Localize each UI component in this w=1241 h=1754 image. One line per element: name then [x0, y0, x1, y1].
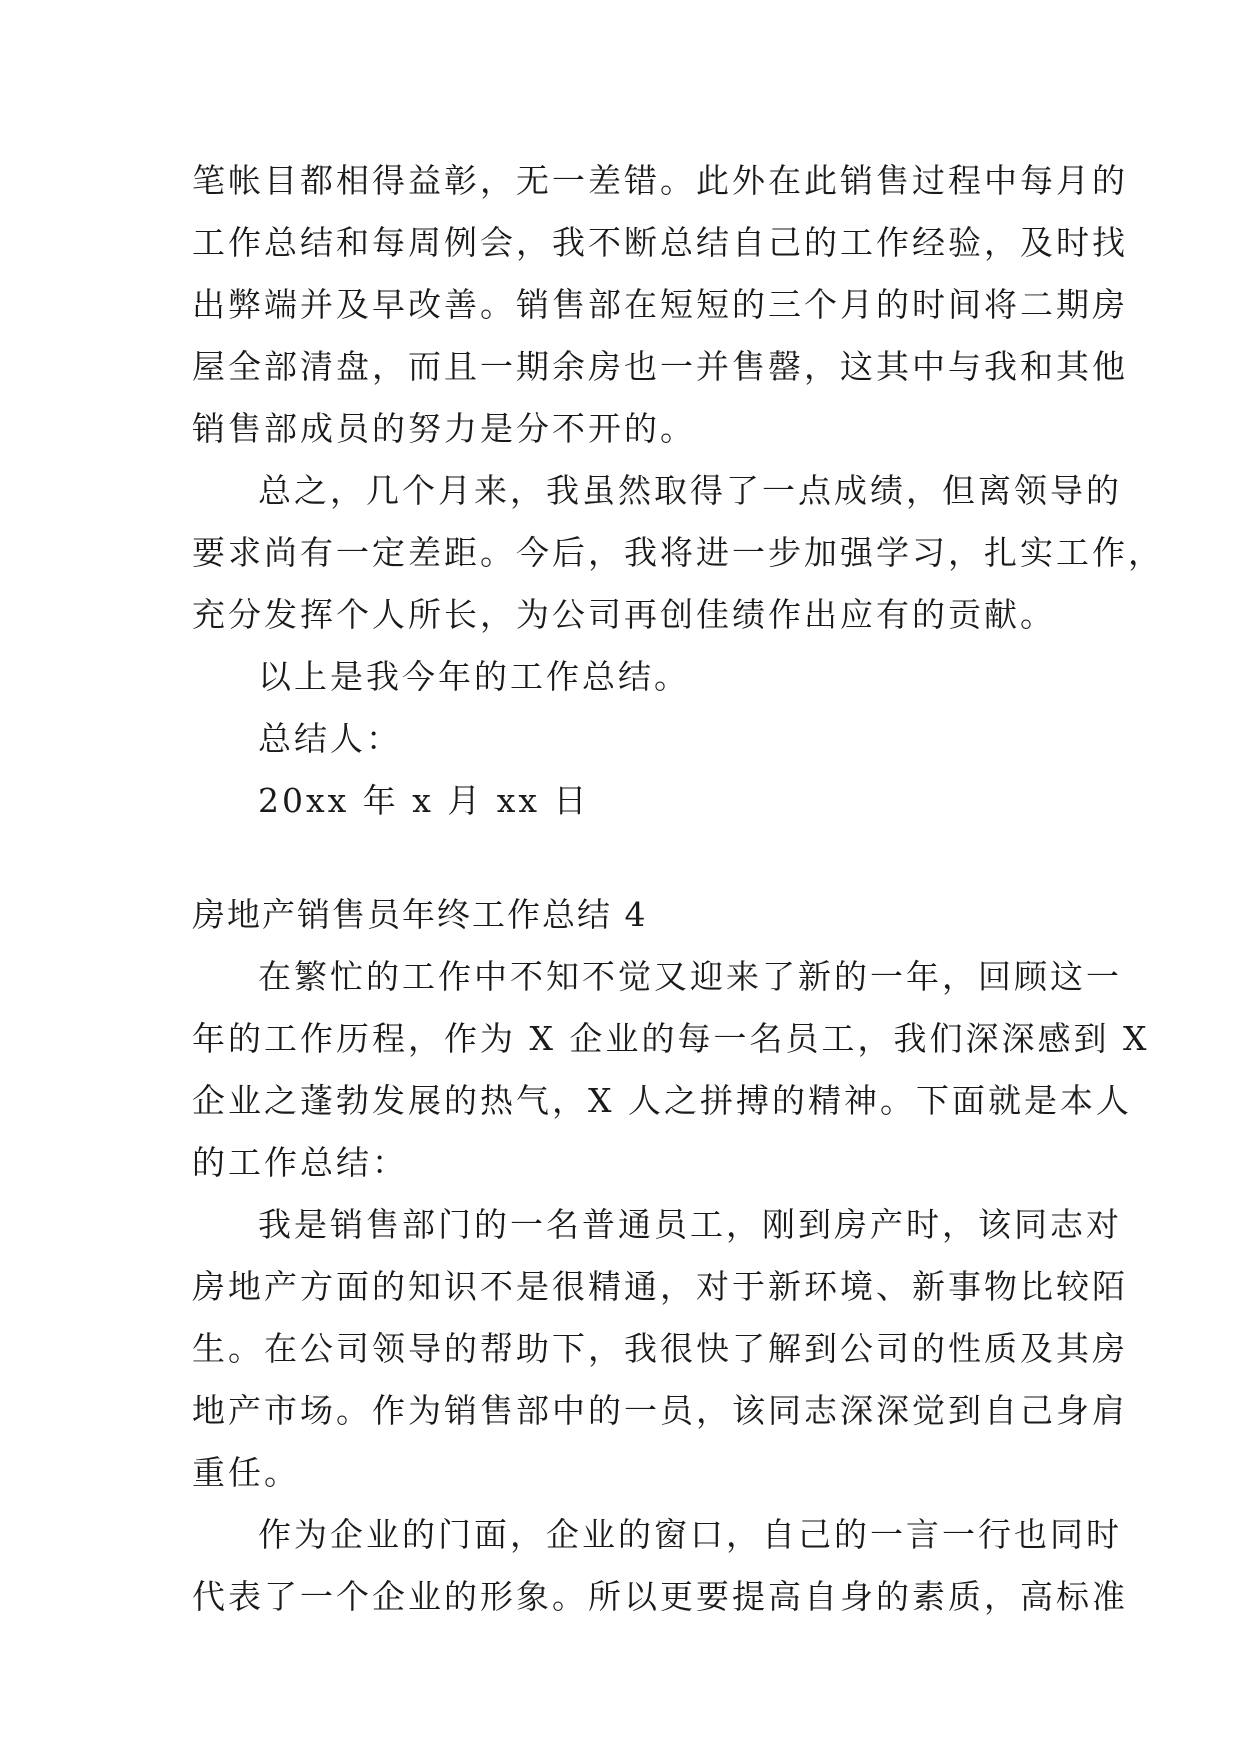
- paragraph-summary: [192, 460, 1164, 646]
- text-line: 要求尚有一定差距。今后，我将进一步加强学习，扎实工作，: [192, 533, 1164, 572]
- text-line: 在繁忙的工作中不知不觉又迎来了新的一年，回顾这一: [258, 957, 1122, 996]
- document-body: [192, 150, 1164, 1628]
- closing-line: 以上是我今年的工作总结。: [258, 657, 690, 696]
- text-line: 企业之蓬勃发展的热气，X 人之拼搏的精神。下面就是本人: [192, 1081, 1132, 1120]
- text-line: 工作总结和每周例会，我不断总结自己的工作经验，及时找: [192, 223, 1128, 262]
- section-title: 房地产销售员年终工作总结 4: [192, 895, 648, 934]
- section-gap: [192, 832, 1060, 884]
- text-line: 重任。: [192, 1453, 300, 1492]
- text-line: 充分发挥个人所长，为公司再创佳绩作出应有的贡献。: [192, 595, 1056, 634]
- text-line: 生。在公司领导的帮助下，我很快了解到公司的性质及其房: [192, 1329, 1128, 1368]
- text-line: 屋全部清盘，而且一期余房也一并售罄，这其中与我和其他: [192, 347, 1128, 386]
- text-line: 年的工作历程，作为 X 企业的每一名员工，我们深深感到 X: [192, 1019, 1150, 1058]
- paragraph-role: [192, 1194, 1128, 1504]
- text-line: 代表了一个企业的形象。所以更要提高自身的素质，高标准: [192, 1577, 1128, 1616]
- text-line: 销售部成员的努力是分不开的。: [192, 409, 696, 448]
- text-line: 地产市场。作为销售部中的一员，该同志深深觉到自己身肩: [192, 1391, 1128, 1430]
- paragraph-image: [192, 1504, 1128, 1628]
- text-line: 出弊端并及早改善。销售部在短短的三个月的时间将二期房: [192, 285, 1128, 324]
- signature-label: 总结人：: [258, 719, 402, 758]
- paragraph-intro: [192, 946, 1150, 1194]
- paragraph-continued: [192, 150, 1128, 460]
- text-line: 笔帐目都相得益彰，无一差错。此外在此销售过程中每月的: [192, 161, 1128, 200]
- text-line: 总之，几个月来，我虽然取得了一点成绩，但离领导的: [258, 471, 1122, 510]
- date-line: 20xx 年 x 月 xx 日: [258, 781, 590, 820]
- text-line: 作为企业的门面，企业的窗口，自己的一言一行也同时: [258, 1515, 1122, 1554]
- text-line: 我是销售部门的一名普通员工，刚到房产时，该同志对: [258, 1205, 1122, 1244]
- text-line: 的工作总结：: [192, 1143, 408, 1182]
- text-line: 房地产方面的知识不是很精通，对于新环境、新事物比较陌: [192, 1267, 1128, 1306]
